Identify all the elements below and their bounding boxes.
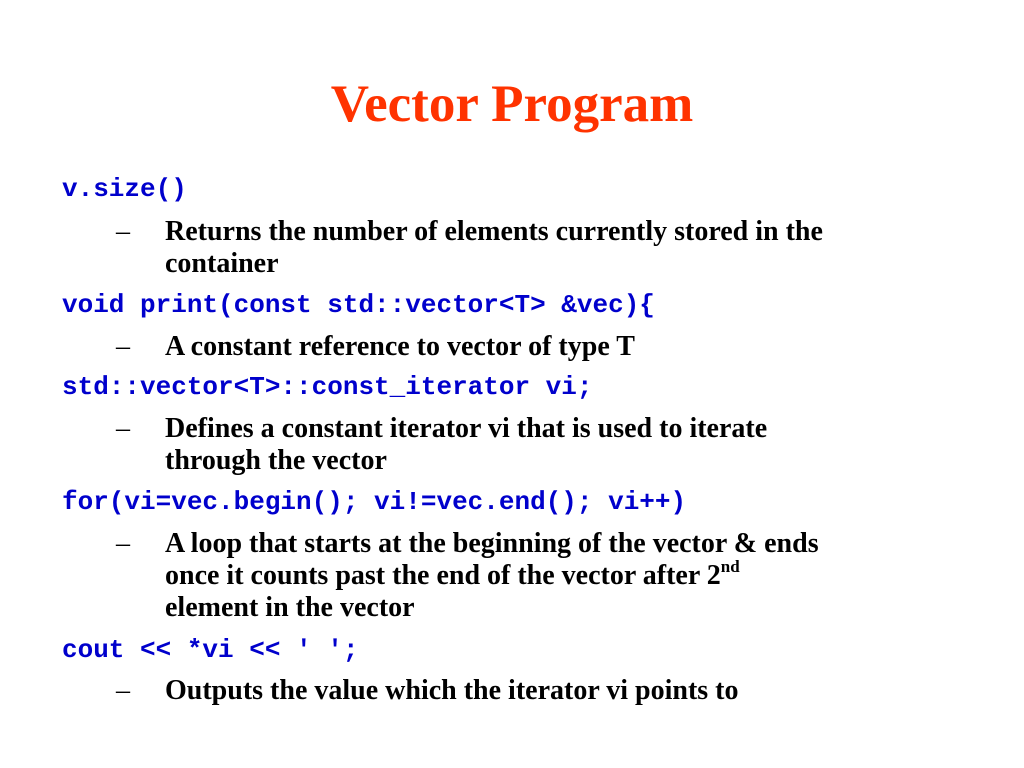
- description-line: A constant reference to vector of type T: [165, 331, 635, 362]
- code-line-cout: cout << *vi << ' ';: [62, 635, 359, 665]
- description-cout: [165, 675, 985, 707]
- code-line-size: v.size(): [62, 174, 187, 204]
- bullet-dash: –: [116, 331, 130, 362]
- description-line: container: [165, 248, 279, 279]
- bullet-dash: –: [116, 675, 130, 706]
- description-size: [165, 216, 985, 280]
- ordinal-superscript: nd: [720, 556, 740, 576]
- slide-title: Vector Program: [330, 75, 694, 133]
- description-line: [165, 556, 985, 592]
- description-line: Defines a constant iterator vi that is used to iterate: [165, 413, 768, 444]
- description-for-loop: [165, 528, 985, 624]
- bullet-dash: –: [116, 528, 130, 559]
- description-line: Outputs the value which the iterator vi points to: [165, 675, 739, 706]
- description-iterator: [165, 413, 985, 477]
- bullet-dash: –: [116, 216, 130, 247]
- description-line: element in the vector: [165, 592, 415, 623]
- code-line-print: void print(const std::vector<T> &vec){: [62, 290, 655, 320]
- bullet-dash: –: [116, 413, 130, 444]
- description-line: through the vector: [165, 445, 387, 476]
- description-line: A loop that starts at the beginning of the vector & ends: [165, 528, 819, 559]
- description-text: once it counts past the end of the vector after 2: [165, 560, 721, 591]
- code-line-for-loop: for(vi=vec.begin(); vi!=vec.end(); vi++): [62, 487, 687, 517]
- code-line-iterator: std::vector<T>::const_iterator vi;: [62, 372, 593, 402]
- description-print: [165, 331, 985, 363]
- description-line: Returns the number of elements currently stored in the: [165, 216, 823, 247]
